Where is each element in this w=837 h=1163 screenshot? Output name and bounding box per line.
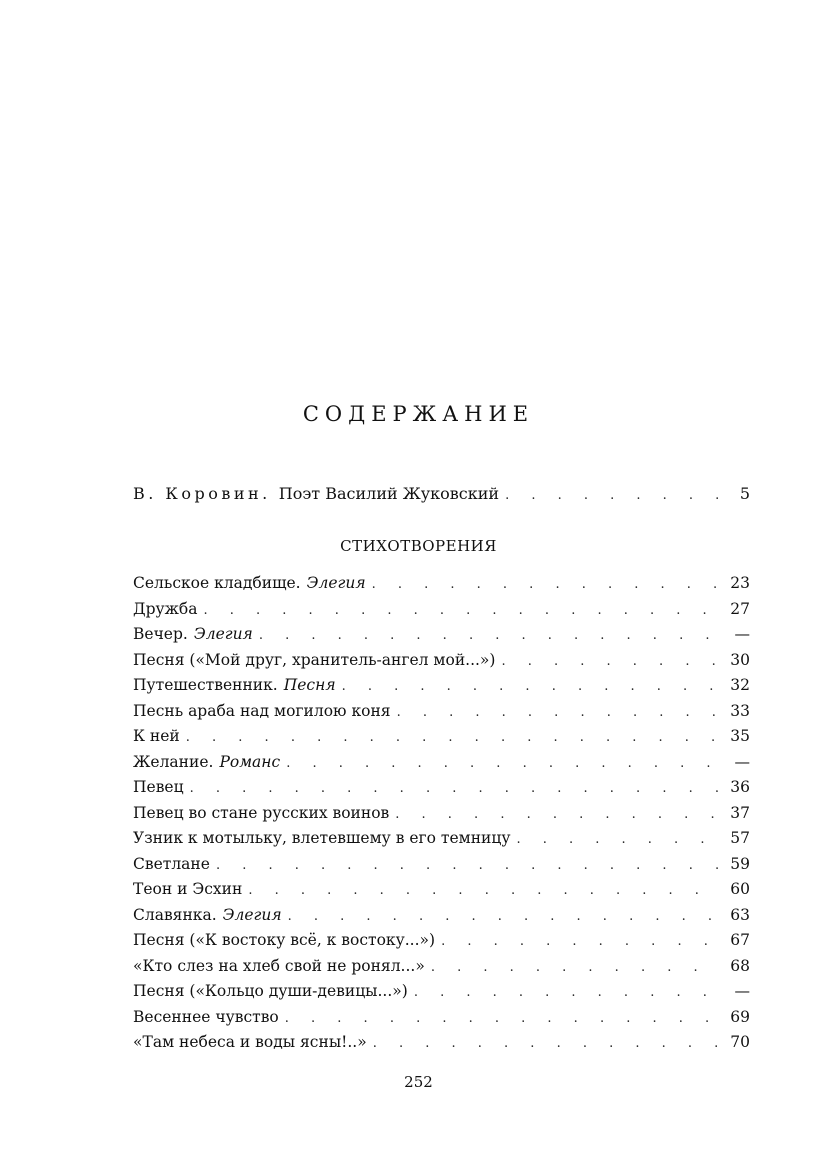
dot-leader [501,654,718,669]
dot-leader [431,960,718,975]
section-title: СТИХОТВОРЕНИЯ [340,537,497,555]
toc-entry [133,600,750,626]
toc-entry [133,855,750,881]
entry-page-number: 27 [730,599,750,618]
toc-list [133,574,750,1059]
entry-page-number: 68 [730,956,750,975]
dot-leader [397,705,718,720]
dot-leader [203,603,718,618]
entry-page-number: 57 [730,829,750,847]
entry-title: Дружба [133,599,198,618]
dot-leader [441,934,718,949]
entry-page-number: — [734,752,750,771]
entry-title: Певец во стане русских воинов [133,803,390,822]
toc-entry [133,880,750,906]
entry-subtitle: Элегия [193,625,253,643]
toc-entry [133,957,750,983]
entry-title: Песня («Кольцо души-девицы...») [133,982,408,1000]
dot-leader [288,909,718,924]
entry-title: «Кто слез на хлеб свой не ронял...» [133,956,425,975]
entry-page-number: 70 [730,1033,750,1051]
toc-entry [133,906,750,932]
entry-page-number: 35 [730,727,750,745]
entry-title: Желание. [133,752,214,771]
dot-leader [286,756,718,771]
entry-title: Песнь араба над могилою коня [133,701,391,720]
entry-title: Славянка. [133,905,217,924]
entry-page-number: 23 [730,574,750,592]
dot-leader [216,858,718,873]
entry-title: Светлане [133,854,210,873]
entry-subtitle: Романс [219,752,281,771]
dot-leader [342,679,718,694]
entry-page-number: 69 [730,1007,750,1026]
dot-leader [414,985,718,1000]
dot-leader [248,883,718,898]
entry-page-number: 37 [730,803,750,822]
entry-page-number: — [734,625,750,643]
page-title: СОДЕРЖАНИЕ [302,402,535,426]
entry-title: Теон и Эсхин [133,880,243,898]
dot-leader [505,488,718,503]
entry-title: Весеннее чувство [133,1007,279,1026]
entry-page-number: 30 [730,650,750,669]
toc-entry [133,1008,750,1034]
toc-entry [133,804,750,830]
entry-subtitle: Элегия [222,905,282,924]
entry-title: Вечер. [133,625,188,643]
entry-page-number: 60 [730,880,750,898]
toc-intro-entry [133,484,750,503]
toc-entry [133,1033,750,1059]
dot-leader [186,730,718,745]
toc-entry [133,574,750,600]
page-number-footer: 252 [404,1073,433,1091]
intro-title: Поэт Василий Жуковский [278,484,500,503]
dot-leader [285,1011,718,1026]
toc-entry [133,778,750,804]
dot-leader [516,832,718,847]
entry-subtitle: Песня [283,676,336,694]
entry-title: Узник к мотыльку, влетевшему в его темницу [133,829,511,847]
entry-title: Песня («Мой друг, хранитель-ангел мой...») [133,650,496,669]
entry-title: Певец [133,778,184,796]
toc-entry [133,727,750,753]
entry-subtitle: Элегия [306,574,366,592]
toc-entry [133,651,750,677]
entry-title: К ней [133,727,180,745]
entry-page-number: 36 [730,778,750,796]
entry-title: Песня («К востоку всё, к востоку...») [133,931,436,949]
dot-leader [373,1036,718,1051]
dot-leader [395,807,718,822]
intro-author: В. Коровин. [133,484,271,503]
toc-entry [133,676,750,702]
dot-leader [190,781,718,796]
entry-page-number: 63 [730,905,750,924]
entry-page-number: 32 [730,676,750,694]
entry-title: Путешественник. [133,676,278,694]
toc-entry [133,982,750,1008]
toc-entry [133,625,750,651]
toc-entry [133,753,750,779]
entry-title: «Там небеса и воды ясны!..» [133,1033,367,1051]
entry-page-number: 67 [730,931,750,949]
entry-page-number: 33 [730,701,750,720]
entry-page-number: 59 [730,854,750,873]
entry-title: Сельское кладбище. [133,574,301,592]
dot-leader [372,577,718,592]
toc-entry [133,829,750,855]
toc-entry [133,931,750,957]
intro-page-number: 5 [739,484,750,503]
toc-entry [133,702,750,728]
dot-leader [259,628,718,643]
entry-page-number: — [734,982,750,1000]
